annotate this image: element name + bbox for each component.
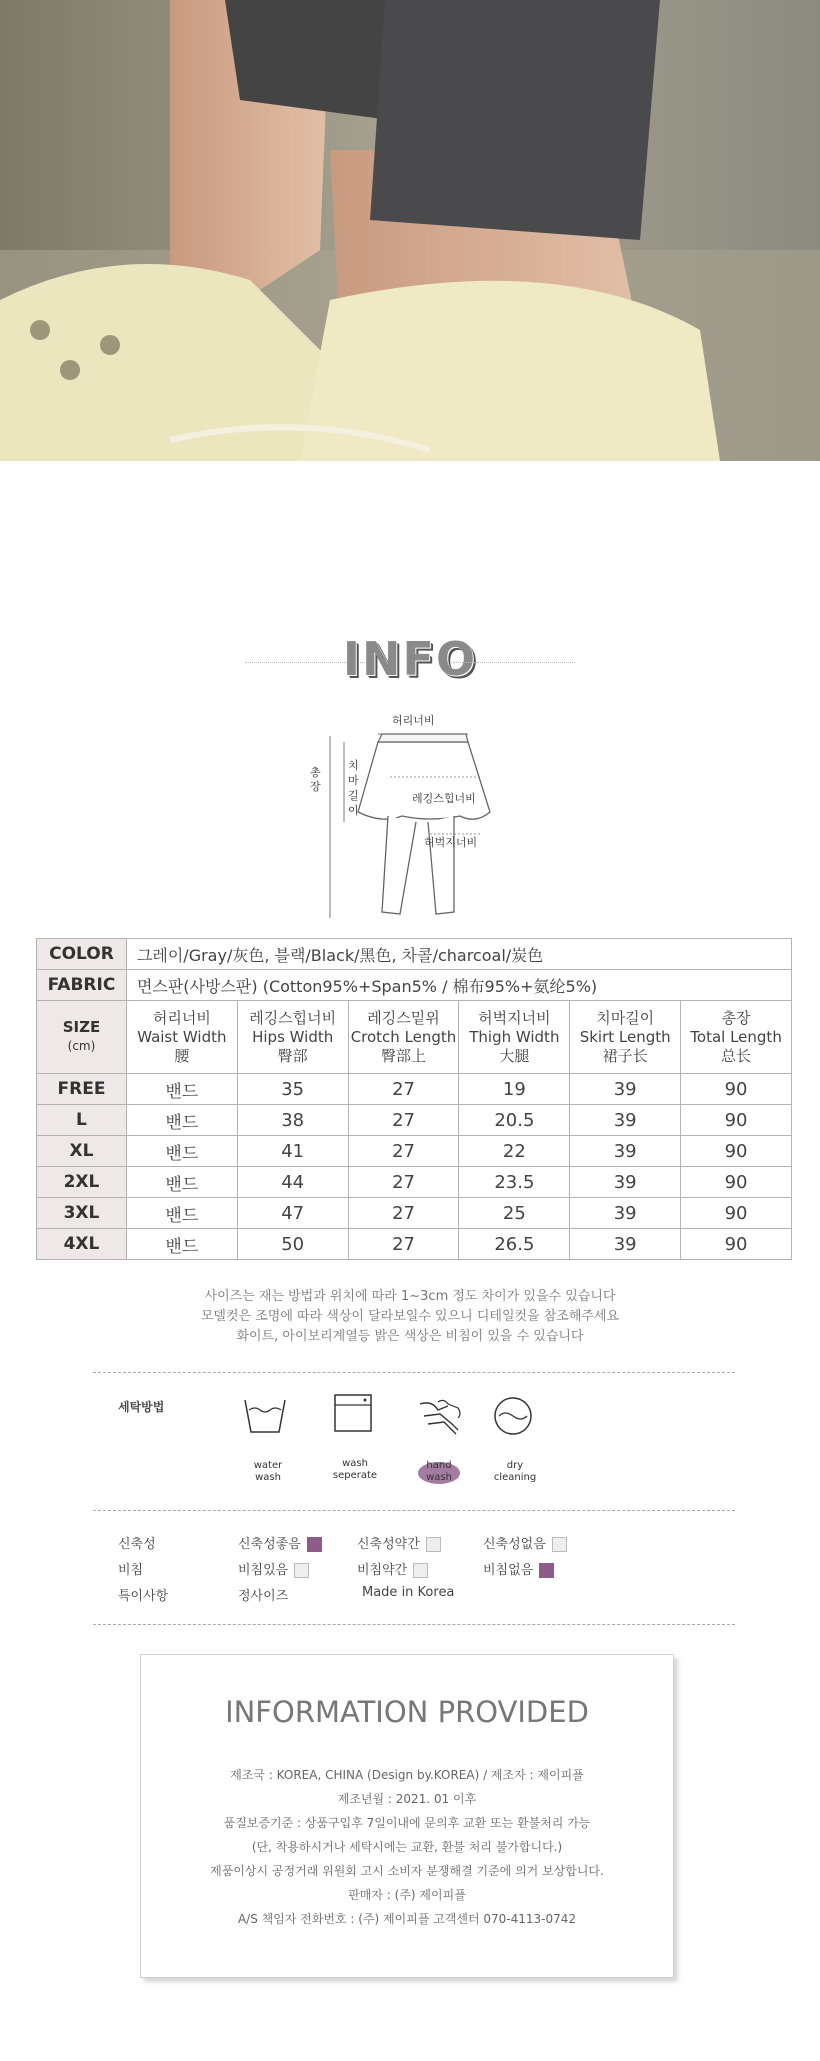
size-name: FREE bbox=[37, 1074, 127, 1105]
information-provided-title: INFORMATION PROVIDED bbox=[225, 1695, 589, 1729]
table-row bbox=[37, 1167, 792, 1198]
info-line: 제조년월 : 2021. 01 이후 bbox=[337, 1792, 477, 1806]
size-diagram bbox=[290, 712, 530, 924]
stretch-option: 신축성없음 bbox=[483, 1533, 567, 1552]
table-cell: 39 bbox=[570, 1167, 681, 1198]
table-cell: 밴드 bbox=[126, 1229, 237, 1260]
column-header: 허리너비 Waist Width 腰 bbox=[126, 1001, 237, 1074]
table-cell: 41 bbox=[237, 1136, 348, 1167]
size-name: L bbox=[37, 1105, 127, 1136]
table-cell: 39 bbox=[570, 1136, 681, 1167]
info-line: 판매자 : (주) 제이피플 bbox=[348, 1888, 466, 1902]
table-cell: 27 bbox=[348, 1229, 459, 1260]
info-line: 제품이상시 공정거래 위원회 고시 소비자 분쟁해결 기준에 의거 보상합니다. bbox=[210, 1864, 604, 1878]
table-cell: 밴드 bbox=[126, 1136, 237, 1167]
hand-wash-icon bbox=[418, 1396, 464, 1440]
table-cell: 19 bbox=[459, 1074, 570, 1105]
waist-label: 허리너비 bbox=[392, 714, 435, 727]
table-cell: 39 bbox=[570, 1105, 681, 1136]
color-value: 그레이/Gray/灰色, 블랙/Black/黑色, 차콜/charcoal/炭色 bbox=[126, 939, 791, 970]
size-note: 사이즈는 재는 방법과 위치에 따라 1~3cm 정도 차이가 있을수 있습니다 bbox=[204, 1289, 616, 1304]
table-cell: 26.5 bbox=[459, 1229, 570, 1260]
size-table bbox=[36, 938, 792, 1260]
table-cell: 27 bbox=[348, 1167, 459, 1198]
table-cell: 밴드 bbox=[126, 1105, 237, 1136]
sheer-option: 비침있음 bbox=[238, 1559, 309, 1578]
info-line: 품질보증기준 : 상품구입후 7일이내에 문의후 교환 또는 환불처리 가능 bbox=[223, 1816, 591, 1830]
sheer-option: 비침없음 bbox=[483, 1559, 554, 1578]
stretch-label: 신축성 bbox=[118, 1537, 156, 1552]
table-cell: 22 bbox=[459, 1136, 570, 1167]
hips-label: 레깅스힙너비 bbox=[412, 792, 476, 805]
table-cell: 44 bbox=[237, 1167, 348, 1198]
fabric-label: FABRIC bbox=[37, 970, 127, 1001]
fit-value: 정사이즈 bbox=[238, 1589, 289, 1604]
total-length-label: 총 장 bbox=[310, 766, 321, 793]
table-cell: 90 bbox=[681, 1074, 792, 1105]
table-cell: 밴드 bbox=[126, 1198, 237, 1229]
column-header: 레깅스힙너비 Hips Width 臀部 bbox=[237, 1001, 348, 1074]
skirt-leggings-illustration bbox=[290, 712, 530, 924]
stretch-option: 신축성약간 bbox=[357, 1533, 441, 1552]
origin-value: Made in Korea bbox=[362, 1585, 455, 1600]
table-cell: 39 bbox=[570, 1229, 681, 1260]
fabric-row bbox=[37, 970, 792, 1001]
table-cell: 50 bbox=[237, 1229, 348, 1260]
dry-cleaning-icon bbox=[493, 1396, 533, 1440]
table-cell: 47 bbox=[237, 1198, 348, 1229]
table-cell: 35 bbox=[237, 1074, 348, 1105]
info-heading: INFO bbox=[342, 632, 478, 686]
skirt-length-label: 치 마 길 이 bbox=[348, 759, 359, 817]
table-row bbox=[37, 1136, 792, 1167]
table-cell: 23.5 bbox=[459, 1167, 570, 1198]
table-cell: 27 bbox=[348, 1198, 459, 1229]
table-row bbox=[37, 1074, 792, 1105]
table-cell: 38 bbox=[237, 1105, 348, 1136]
stretch-option: 신축성좋음 bbox=[238, 1533, 322, 1552]
divider bbox=[93, 1372, 735, 1373]
heading-divider-right bbox=[453, 662, 575, 663]
column-header: 총장 Total Length 总长 bbox=[681, 1001, 792, 1074]
table-row bbox=[37, 1105, 792, 1136]
table-cell: 20.5 bbox=[459, 1105, 570, 1136]
special-label: 특이사항 bbox=[118, 1589, 169, 1604]
table-cell: 27 bbox=[348, 1105, 459, 1136]
care-label: wash seperate bbox=[332, 1458, 378, 1481]
table-cell: 39 bbox=[570, 1198, 681, 1229]
table-row bbox=[37, 1229, 792, 1260]
size-name: 3XL bbox=[37, 1198, 127, 1229]
table-cell: 밴드 bbox=[126, 1167, 237, 1198]
product-photo bbox=[0, 0, 820, 461]
table-cell: 25 bbox=[459, 1198, 570, 1229]
table-row bbox=[37, 1198, 792, 1229]
table-cell: 밴드 bbox=[126, 1074, 237, 1105]
information-provided-box bbox=[140, 1654, 674, 1978]
fabric-value: 면스판(사방스판) (Cotton95%+Span5% / 棉布95%+氨纶5%) bbox=[126, 970, 791, 1001]
thigh-label: 허벅지너비 bbox=[424, 836, 478, 849]
table-cell: 90 bbox=[681, 1136, 792, 1167]
sheer-note: 화이트, 아이보리계열등 밝은 색상은 비침이 있을 수 있습니다 bbox=[236, 1329, 584, 1344]
column-header: 허벅지너비 Thigh Width 大腿 bbox=[459, 1001, 570, 1074]
table-cell: 90 bbox=[681, 1198, 792, 1229]
size-name: 2XL bbox=[37, 1167, 127, 1198]
size-label: SIZE (cm) bbox=[37, 1001, 127, 1074]
size-name: XL bbox=[37, 1136, 127, 1167]
divider bbox=[93, 1624, 735, 1625]
info-line: 제조국 : KOREA, CHINA (Design by.KOREA) / 제조자 : 제이피플 bbox=[230, 1768, 584, 1782]
column-header: 레깅스밑위 Crotch Length 臀部上 bbox=[348, 1001, 459, 1074]
color-label: COLOR bbox=[37, 939, 127, 970]
care-title: 세탁방법 bbox=[118, 1400, 165, 1414]
table-cell: 27 bbox=[348, 1074, 459, 1105]
size-header-row bbox=[37, 1001, 792, 1074]
info-line: A/S 책임자 전화번호 : (주) 제이피플 고객센터 070-4113-0742 bbox=[237, 1912, 577, 1926]
color-row bbox=[37, 939, 792, 970]
column-header: 치마길이 Skirt Length 裙子长 bbox=[570, 1001, 681, 1074]
care-label: water wash bbox=[253, 1460, 283, 1483]
divider bbox=[93, 1510, 735, 1511]
sheer-option: 비침약간 bbox=[357, 1559, 428, 1578]
wash-separate-icon bbox=[333, 1393, 373, 1437]
sheer-label: 비침 bbox=[118, 1563, 144, 1578]
water-wash-icon bbox=[243, 1396, 287, 1440]
table-cell: 90 bbox=[681, 1229, 792, 1260]
size-name: 4XL bbox=[37, 1229, 127, 1260]
color-note: 모델컷은 조명에 따라 색상이 달라보일수 있으니 디테일컷을 참조해주세요 bbox=[200, 1309, 620, 1324]
table-cell: 39 bbox=[570, 1074, 681, 1105]
table-cell: 27 bbox=[348, 1136, 459, 1167]
table-cell: 90 bbox=[681, 1105, 792, 1136]
table-cell: 90 bbox=[681, 1167, 792, 1198]
info-line: (단, 착용하시거나 세탁시에는 교환, 환불 처리 불가합니다.) bbox=[251, 1840, 563, 1854]
care-label: dry cleaning bbox=[493, 1460, 537, 1483]
care-label: hand wash bbox=[426, 1460, 452, 1483]
